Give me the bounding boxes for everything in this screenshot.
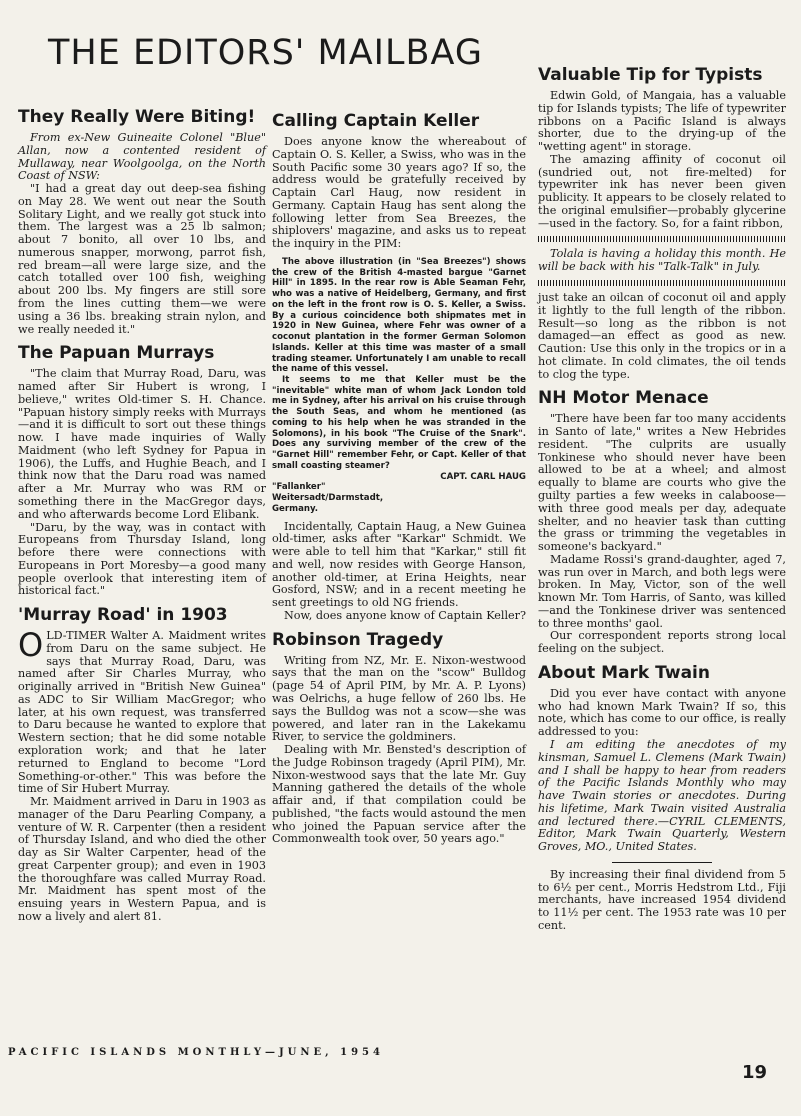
article-intro: From ex-New Guineaite Colonel "Blue" Allan, now a contented resident of Mullaway, near Woolgoolga, on the North Coast of NSW: — [18, 131, 266, 183]
article-paragraph: Dealing with Mr. Bensted's description of the Judge Robinson tragedy (April PIM), Mr. Nixon-westwood says that the late Mr. Guy Manning gathered the details of the whole affair and, if that compilation could be published, "the facts would astound the men who joined the Papuan service after the Commonwealth took over, 50 years ago." — [272, 743, 526, 846]
column-left — [18, 104, 266, 932]
signature-line: "Fallanker" — [272, 482, 326, 493]
page-number: 19 — [741, 1062, 767, 1083]
article-paragraph: Now, does anyone know of Captain Keller? — [284, 608, 526, 622]
article-heading: The Papuan Murrays — [18, 343, 215, 364]
article-heading: Valuable Tip for Typists — [538, 65, 763, 85]
footer-text: PACIFIC ISLANDS MONTHLY—JUNE, 1954 — [8, 1047, 384, 1058]
article-heading: They Really Were Biting! — [18, 107, 256, 127]
article-paragraph: Did you ever have contact with anyone who had known Mark Twain? If so, this note, which has come to our office, is really addressed to you: — [538, 686, 786, 739]
article-heading: NH Motor Menace — [538, 388, 709, 409]
article-robinson — [272, 631, 526, 847]
article-heading: 'Murray Road' in 1903 — [18, 605, 228, 626]
drop-cap: O — [18, 626, 44, 665]
article-paragraph: Madame Rossi's grand-daughter, aged 7, was run over in March, and both legs were broken. In May, Victor, son of the well known Mr. Tom Harris, of Santo, was killed—and the Tonkinese driver was sentenced to three months' gaol. — [538, 552, 786, 630]
quoted-letter: It seems to me that Keller must be the "inevitable" white man of whom Jack London told me in Sydney, after his arrival on his cruise through the South Seas, and whom he mentioned (as coming to his help when he was stranded in the Solomons), in his book "The Cruise of the Snark". Does any surviving member of the crew of the "Garnet Hill" remember Fehr, or Capt. Keller of that small coasting steamer? — [272, 375, 526, 471]
divider — [538, 236, 786, 242]
article-paragraph: Mr. Maidment arrived in Daru in 1903 as manager of the Daru Pearling Company, a venture of W. R. Carpenter (then a resident of Thursday Island, and who died the other day as Sir Walter Carpenter, head of the great Carpenter group); and even in 1903 the thoroughfare was called Murray Road. Mr. Maidment has spent most of the ensuing years in Western Papua, and is now a lively and alert 81. — [18, 795, 266, 923]
page-title: THE EDITORS' MAILBAG — [48, 33, 483, 73]
article-papuan-murrays — [18, 344, 266, 598]
article-typists — [538, 66, 786, 381]
article-paragraph: The amazing affinity of coconut oil (sundried out, not fire-melted) for typewriter ink has never been given publicity. It appears to be closely related to the original emulsifier—probably glycerine—used in the factory. So, for a faint ribbon, — [538, 152, 786, 230]
article-heading: Calling Captain Keller — [272, 111, 480, 131]
divider — [612, 862, 712, 863]
article-paragraph: Does anyone know the whereabout of Captain O. S. Keller, a Swiss, who was in the South Pacific some 30 years ago? If so, the address would be gratefully received by Captain Carl Haug, now resident in Germany. Captain Haug has sent along the following letter from Sea Breezes, the shiplovers' magazine, and asks us to repeat the inquiry in the PIM: — [272, 135, 526, 251]
divider — [538, 280, 786, 286]
article-paragraph: Our correspondent reports strong local feeling on the subject. — [538, 629, 786, 656]
article-paragraph: Writing from NZ, Mr. E. Nixon-westwood says that the man on the "scow" Bulldog (page 54 of April PIM, by Mr. A. P. Lyons) was Oelrichs, a huge fellow of 260 lbs. He says the Bulldog was not a scow—she was powered, and later ran in the Lakekamu River, to service the goldminers. — [272, 653, 526, 744]
article-paragraph: Incidentally, Captain Haug, a New Guinea old-timer, asks after "Karkar" Schmidt. We were able to tell him that "Karkar," still fit and well, now resides with George Hanson, another old-timer, at Erina Heights, near Gosford, NSW; and in a recent meeting he sent greetings to old NG friends. — [272, 519, 526, 610]
article-quote: I am editing the anecdotes of my kinsman, Samuel L. Clemens (Mark Twain) and I shall be happy to hear from readers of the Pacific Islands Monthly who may have Twain stories or anecdotes. During his lifetime, Mark Twain visited Australia and lectured there.—CYRIL CLEMENTS, Editor, Mark Twain Quarterly, Western Groves, MO., United States. — [538, 738, 786, 854]
article-paragraph: "There have been far too many accidents in Santo of late," writes a New Hebrides resident. "The culprits are usually Tonkinese who should never have been allowed to be at a wheel; and almost equally to blame are courts who give the guilty parties a few weeks in calaboose—with three good meals per day, adequate shelter, and no heavier task than cutting the grass or trimming the vegetables in someone's backyard." — [538, 412, 786, 554]
column-right — [538, 62, 786, 933]
article-mark-twain — [538, 664, 786, 854]
column-middle — [272, 108, 526, 854]
article-paragraph — [18, 626, 266, 796]
quoted-letter: The above illustration (in "Sea Breezes") shows the crew of the British 4-masted bargue "Garnet Hill" in 1895. In the rear row is Able Seaman Fehr, who was a native of Heidelberg, Germany, and first on the left in the front row is O. S. Keller, a Swiss. By a curious coincidence both shipmates met in 1920 in New Guinea, where Fehr was owner of a coconut plantation in the former German Solomon Islands. Keller at this time was master of a small trading steamer. Unfortunately I am unable to recall the name of this vessel. — [272, 256, 526, 375]
article-paragraph: Edwin Gold, of Mangaia, has a valuable tip for Islands typists; The life of typewriter ribbons on a Pacific Island is always shorter, due to the drying-up of the "wetting agent" in storage. — [538, 89, 786, 154]
article-murray-road — [18, 606, 266, 924]
article-paragraph: "The claim that Murray Road, Daru, was named after Sir Hubert is wrong, I believe," writes Old-timer S. H. Chance. "Papuan history simply reeks with Murrays—and it is difficult to sort out these things now. I have made inquiries of Wally Maidment (who left Sydney for Papua in 1906), the Luffs, and Hughie Beach, and I think now that the Daru road was named after a Mr. Murray who was RM or something there in the MacGregor days, and who afterwards become Lord Elibank. — [18, 367, 266, 521]
article-motor-menace — [538, 389, 786, 656]
dividend-note: By increasing their final dividend from 5 to 6½ per cent., Morris Hedstrom Ltd., Fiji merchants, have increased 1954 dividend to 11½ per cent. The 1953 rate was 10 per cent. — [538, 867, 786, 932]
article-paragraph: just take an oilcan of coconut oil and apply it lightly to the full length of the ribbon. Result—so long as the ribbon is not damaged—an effect as good as new. Caution: Use this only in the tropics or in a hot climate. In cold climates, the oil tends to clog the type. — [538, 290, 786, 381]
article-paragraph: "I had a great day out deep-sea fishing on May 28. We went out near the South Solitary Light, and we really got stuck into them. The largest was a 25 lb salmon; about 7 bonito, all over 10 lbs, and numerous snapper, morwong, parrot fish, red bream—all were large size, and the catch totalled over 100 fish, weighing about 200 lbs. My fingers are still sore from the lines cutting them—we were using a 36 lbs. breaking strain nylon, and we really needed it." — [18, 182, 266, 336]
article-text: LD-TIMER Walter A. Maidment writes from Daru on the same subject. He says that Murray Road, Daru, was named after Sir Charles Murray, who originally arrived in "British New Guinea" as ADC to Sir William MacGregor; who later, at his own request, was transferred to Daru because he wanted to explore that Western section; that he did some notable exploration work; and that he later returned to England to become "Lord Something-or-other." This was before the time of Sir Hubert Murray. — [18, 629, 266, 796]
article-paragraph: "Daru, by the way, was in contact with Europeans from Thursday Island, long before there were connections with Europeans in Port Moresby—a good many people overlook that interesting item of historical fact." — [18, 520, 266, 598]
article-heading: About Mark Twain — [538, 662, 710, 683]
article-biting — [18, 108, 266, 336]
notice-text: Tolala is having a holiday this month. He will be back with his "Talk-Talk" in July. — [538, 247, 786, 274]
signature-name: CAPT. CARL HAUG — [440, 471, 526, 482]
signature-line: Germany. — [272, 503, 319, 514]
article-keller — [272, 112, 526, 623]
signature-line: Weitersadt/Darmstadt, — [272, 493, 384, 504]
article-heading: Robinson Tragedy — [272, 629, 444, 650]
